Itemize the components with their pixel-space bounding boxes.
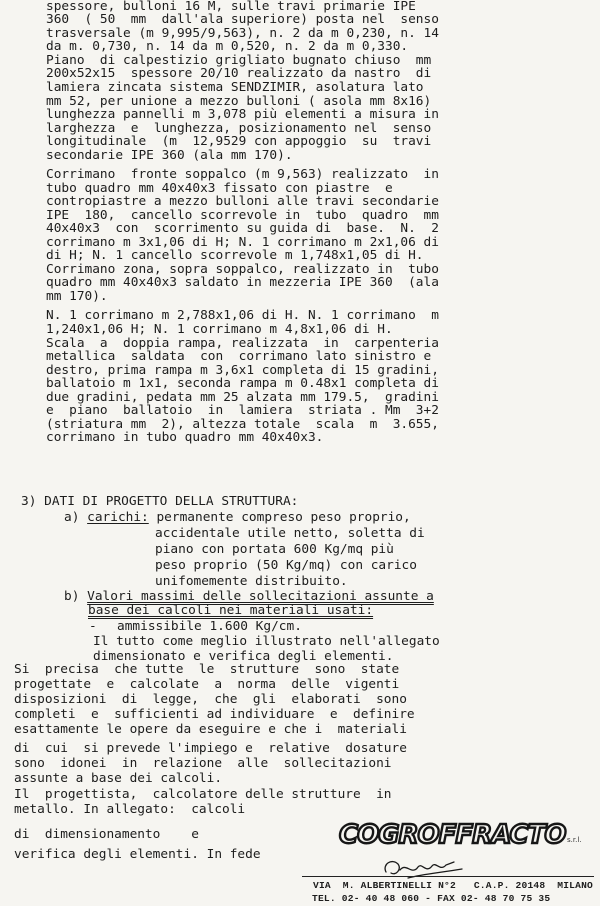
- body-line: Corrimano fronte soppalco (m 9,563) realizzato in: [46, 167, 439, 182]
- footer-divider: [302, 876, 594, 877]
- body-line: mm 52, per unione a mezzo bulloni ( asola mm 8x16): [46, 94, 432, 109]
- item-b-line: [64, 590, 434, 603]
- body-line: di H; N. 1 cancello scorrevole m 1,748x1,05 di H.: [46, 248, 424, 263]
- closing-line: esattamente le opere da eseguire e che i materiali: [14, 722, 407, 737]
- body-line: due gradini, pedata mm 25 alzata mm 179.5, gradini: [46, 390, 439, 405]
- closing-line: sono idonei in relazione alle sollecitazioni: [14, 756, 392, 771]
- body-line: 360 ( 50 mm dall'ala superiore) posta nel senso: [46, 12, 439, 27]
- item-a-text: unifomemente distribuito.: [155, 574, 348, 589]
- body-line: tubo quadro mm 40x40x3 fissato con piastre e: [46, 181, 393, 196]
- body-line: Scala a doppia rampa, realizzata in carpenteria: [46, 336, 439, 351]
- body-line: (striatura mm 2), altezza totale scala m 3.655,: [46, 417, 439, 432]
- body-line: mm 170).: [46, 289, 108, 304]
- body-line: 40x40x3 con scorrimento su guida di base. N. 2: [46, 221, 439, 236]
- closing-line: verifica degli elementi. In fede: [14, 847, 261, 862]
- body-line: 1,240x1,06 H; N. 1 corrimano m 4,8x1,06 di H.: [46, 322, 393, 337]
- body-line: lamiera zincata sistema SENDZIMIR, asolatura lato: [46, 80, 424, 95]
- section-heading: 3) DATI DI PROGETTO DELLA STRUTTURA:: [21, 494, 299, 509]
- body-line: larghezza e lunghezza, posizionamento nel senso: [46, 121, 432, 136]
- closing-line: Il progettista, calcolatore delle strutture in: [14, 787, 392, 802]
- body-line: metallica saldata con corrimano lato sinistro e: [46, 349, 432, 364]
- item-a-text: piano con portata 600 Kg/mq più: [155, 542, 394, 557]
- closing-line: progettate e calcolate a norma delle vigenti: [14, 677, 400, 692]
- item-b-value: ammissibile 1.600 Kg/cm.: [117, 619, 302, 634]
- closing-line: Si precisa che tutte le strutture sono state: [14, 662, 400, 677]
- item-b-label: b): [64, 589, 88, 604]
- body-line: IPE 180, cancello scorrevole in tubo quadro mm: [46, 208, 439, 223]
- logo-wordmark: COGROFFRACTO: [339, 820, 566, 850]
- logo-legal-form: s.r.l.: [567, 836, 582, 844]
- body-line: Piano di calpestizio grigliato bugnato chiuso mm: [46, 53, 432, 68]
- item-b-title: base dei calcoli nei materiali usati:: [88, 603, 374, 618]
- closing-line: completi e sufficienti ad individuare e definire: [14, 707, 415, 722]
- closing-line: di cui si prevede l'impiego e relative dosature: [14, 741, 407, 756]
- body-line: da m. 0,730, n. 14 da m 0,520, n. 2 da m 0,330.: [46, 39, 409, 54]
- body-line: spessore, bulloni 16 M, sulle travi primarie IPE: [46, 0, 416, 14]
- closing-line: di dimensionamento e: [14, 827, 199, 842]
- body-line: corrimano m 3x1,06 di H; N. 1 corrimano m 2x1,06 di: [46, 235, 439, 250]
- body-line: lunghezza pannelli m 3,078 più elementi a misura in: [46, 107, 439, 122]
- body-line: trasversale (m 9,995/9,563), n. 2 da m 0,230, n. 14: [46, 26, 439, 41]
- body-line: 200x52x15 spessore 20/10 realizzato da nastro di: [46, 66, 432, 81]
- body-line: destro, prima rampa m 3,6x1 completa di 15 gradini,: [46, 363, 439, 378]
- body-line: Corrimano zona, sopra soppalco, realizzato in tubo: [46, 262, 439, 277]
- body-line: quadro mm 40x40x3 saldato in mezzeria IPE 360 (ala: [46, 275, 439, 290]
- item-b-text: dimensionato e verifica degli elementi.: [93, 649, 394, 664]
- body-line: secondarie IPE 360 (ala mm 170).: [46, 148, 293, 163]
- closing-line: assunte a base dei calcoli.: [14, 771, 223, 786]
- closing-line: disposizioni di legge, che gli elaborati sono: [14, 692, 407, 707]
- item-a-text: permanente compreso peso proprio,: [148, 510, 411, 525]
- body-line: ballatoio m 1x1, seconda rampa m 0.48x1 completa di: [46, 376, 439, 391]
- body-line: corrimano in tubo quadro mm 40x40x3.: [46, 430, 324, 445]
- company-address: VIA M. ALBERTINELLI N°2 C.A.P. 20148 MILANO: [313, 880, 593, 891]
- item-b-text: Il tutto come meglio illustrato nell'allegato: [93, 634, 440, 649]
- body-line: longitudinale (m 12,9529 con appoggio su travi: [46, 134, 432, 149]
- item-b-dash: -: [89, 619, 97, 634]
- body-line: e piano ballatoio in lamiera striata . Mm 3+2: [46, 403, 439, 418]
- item-a-term: carichi:: [87, 510, 149, 525]
- body-line: N. 1 corrimano m 2,788x1,06 di H. N. 1 corrimano m: [46, 308, 439, 323]
- item-a-text: accidentale utile netto, soletta di: [155, 526, 425, 541]
- item-a-label: a): [64, 510, 88, 525]
- item-a-text: peso proprio (50 Kg/mq) con carico: [155, 558, 417, 573]
- company-phones: TEL. 02- 40 48 060 - FAX 02- 48 70 75 35: [312, 893, 551, 904]
- closing-line: metallo. In allegato: calcoli: [14, 802, 246, 817]
- item-a-line: [64, 511, 411, 524]
- item-b-title: Valori massimi delle sollecitazioni assunte a: [87, 589, 434, 604]
- body-line: contropiastre a mezzo bulloni alle travi secondarie: [46, 194, 439, 209]
